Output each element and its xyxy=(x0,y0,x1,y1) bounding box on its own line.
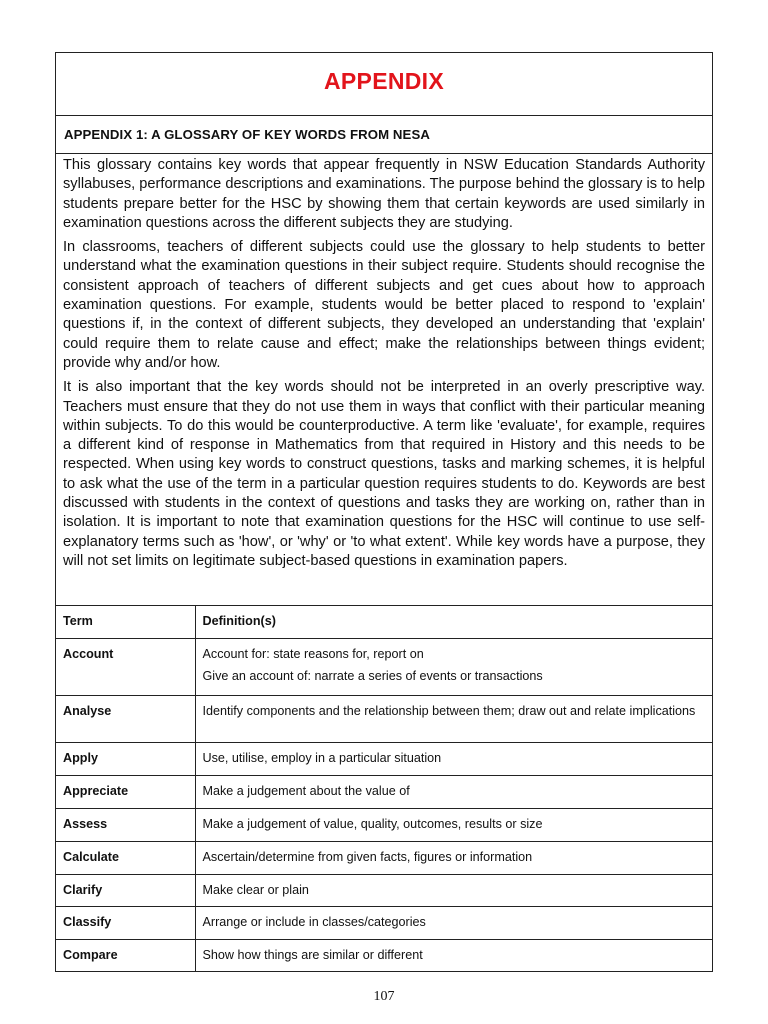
table-row xyxy=(56,906,712,939)
page-number: 107 xyxy=(373,989,395,1004)
table-row xyxy=(56,775,712,808)
term-cell: Appreciate xyxy=(56,775,195,808)
table-row xyxy=(56,841,712,874)
definition-cell xyxy=(195,808,712,841)
definition-cell xyxy=(195,638,712,695)
definition-line: Make a judgement about the value of xyxy=(202,783,410,798)
definition-line: Account for: state reasons for, report on xyxy=(202,646,424,661)
definition-line: Use, utilise, employ in a particular situation xyxy=(202,750,442,765)
intro-paragraph: It is also important that the key words should not be interpreted in an overly prescriptive way. Teachers must ensure that they do not use them in ways that conflict with their particular meaning within subjects. To do this would be counterproductive. A term like 'evaluate', for example, requires a different kind of response in Mathematics from that required in History and this needs to be respected. When using key words to construct questions, tasks and marking schemes, it is helpful to ask what the use of the term in a particular question requires students to do. Keywords are best discussed with students in the context of questions and tasks they are working on, rather than in isolation. It is important to note that examination questions for the HSC will continue to use self-explanatory terms such as 'how', or 'why' or 'to what extent'. While key words have a purpose, they will not set limits on legitimate subject-based questions in examination papers. xyxy=(63,379,705,569)
term-cell: Calculate xyxy=(56,841,195,874)
term-cell: Account xyxy=(56,638,195,695)
table-row xyxy=(56,874,712,906)
definition-line: Give an account of: narrate a series of events or transactions xyxy=(202,668,543,683)
term-cell: Assess xyxy=(56,808,195,841)
term-cell: Apply xyxy=(56,742,195,775)
definition-line: Make a judgement of value, quality, outcomes, results or size xyxy=(202,816,543,831)
intro-paragraph: This glossary contains key words that appear frequently in NSW Education Standards Authority syllabuses, performance descriptions and examinations. The purpose behind the glossary is to help students prepare better for the HSC by showing them that certain keywords are used similarly in examination questions across the different subjects they are studying. xyxy=(63,157,705,231)
table-header-row xyxy=(56,606,712,638)
table-row xyxy=(56,939,712,971)
definition-cell xyxy=(195,695,712,742)
definition-cell xyxy=(195,841,712,874)
definition-cell xyxy=(195,906,712,939)
definition-line: Show how things are similar or different xyxy=(202,947,423,962)
header-definition: Definition(s) xyxy=(202,614,276,628)
header-term: Term xyxy=(56,606,195,638)
page-title: APPENDIX xyxy=(324,67,444,94)
term-cell: Clarify xyxy=(56,874,195,906)
term-cell: Compare xyxy=(56,939,195,971)
definition-line: Make clear or plain xyxy=(202,882,309,897)
term-cell: Analyse xyxy=(56,695,195,742)
definition-line: Ascertain/determine from given facts, figures or information xyxy=(202,849,533,864)
intro-paragraph: In classrooms, teachers of different subjects could use the glossary to help students to better understand what the examination questions in their subject require. Students should recognise the consistent approach of teachers of different subjects and get cues about how to approach examination questions. For example, students would be better placed to respond to 'explain' questions if, in the context of different subjects, they developed an understanding that 'explain' could require them to relate cause and effect; make the relationships between things evident; provide why and/or how. xyxy=(63,239,705,371)
subtitle-row xyxy=(56,116,712,154)
title-row xyxy=(56,53,712,116)
table-row xyxy=(56,638,712,695)
term-cell: Classify xyxy=(56,906,195,939)
section-heading: APPENDIX 1: A GLOSSARY OF KEY WORDS FROM NESA xyxy=(64,127,430,142)
appendix-frame xyxy=(55,52,713,972)
definition-line: Arrange or include in classes/categories xyxy=(202,914,426,929)
definition-line: Identify components and the relationship between them; draw out and relate implications xyxy=(202,703,696,718)
definition-cell xyxy=(195,775,712,808)
definition-cell xyxy=(195,939,712,971)
table-row xyxy=(56,808,712,841)
intro-text xyxy=(56,154,712,606)
glossary-table xyxy=(56,606,712,971)
table-row xyxy=(56,695,712,742)
definition-cell xyxy=(195,874,712,906)
definition-cell xyxy=(195,742,712,775)
table-row xyxy=(56,742,712,775)
